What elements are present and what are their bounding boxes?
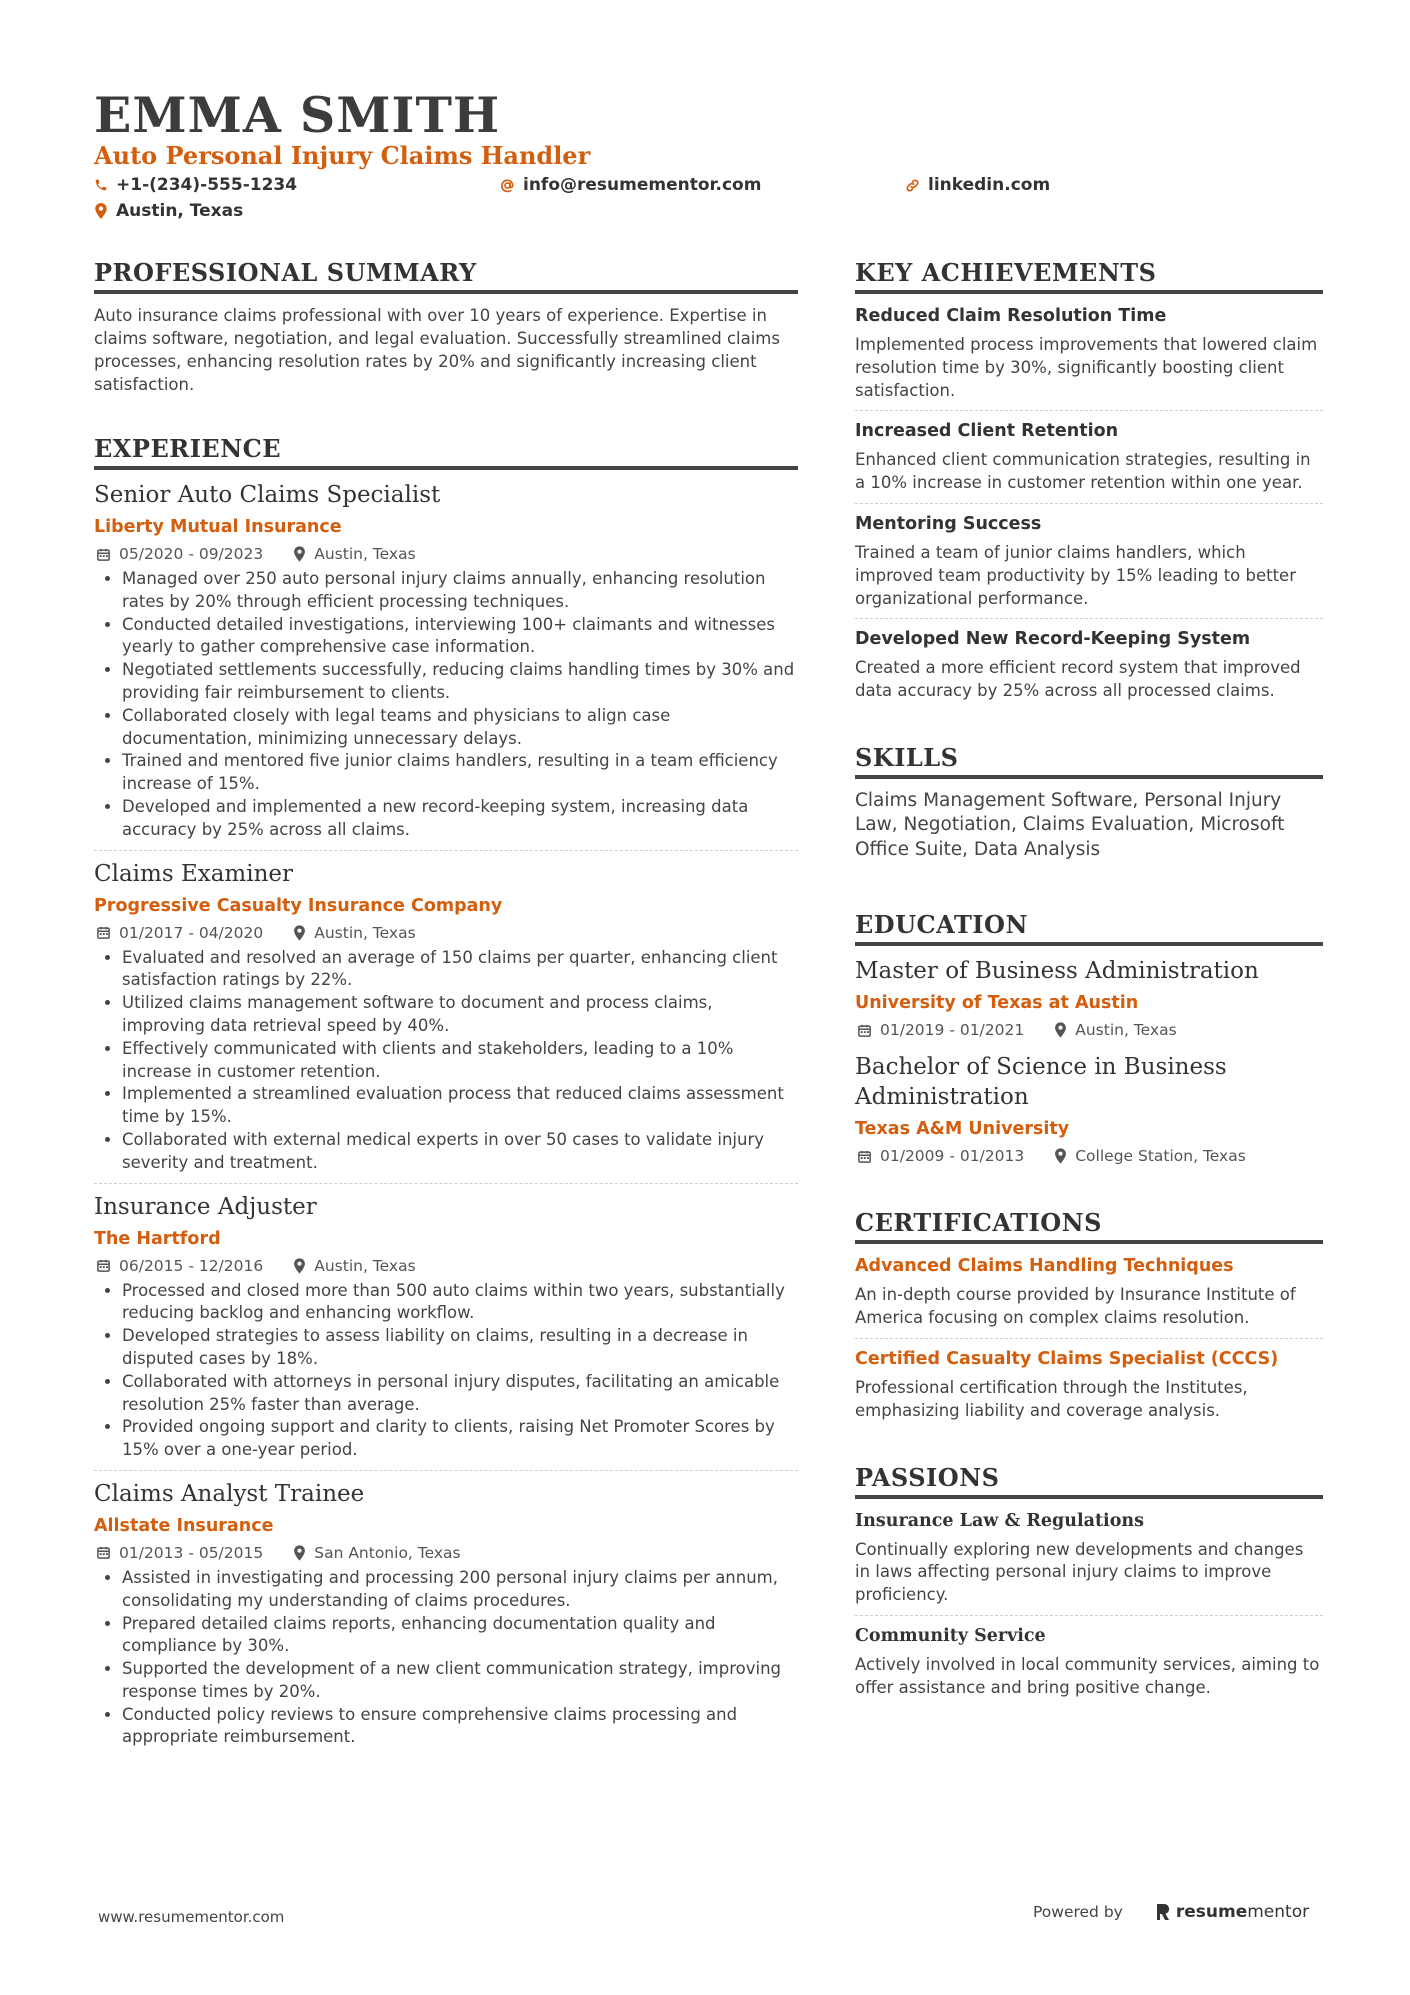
passion-item [855, 1624, 1323, 1700]
job-bullet: • Supported the development of a new client communication strategy, improving response times by 20%. [122, 1658, 798, 1704]
job-bullet: • Prepared detailed claims reports, enhancing documentation quality and compliance by 30%. [122, 1613, 798, 1659]
date-range: 01/2017 - 04/2020 [119, 923, 264, 942]
experience-heading: EXPERIENCE [94, 434, 798, 470]
passion-desc: Actively involved in local community services, aiming to offer assistance and bring positive change. [855, 1655, 1320, 1697]
powered-by-text: Powered by [1033, 1903, 1123, 1921]
job-bullet: • Developed strategies to assess liability on claims, resulting in a decrease in disputed cases by 18%. [122, 1325, 798, 1371]
location-text: Austin, Texas [116, 201, 244, 221]
meta-location: Austin, Texas [314, 1256, 416, 1275]
achievement-title: Increased Client Retention [855, 421, 1119, 442]
job-bullets [94, 947, 798, 1175]
company-name: Liberty Mutual Insurance [94, 517, 342, 537]
passion-desc: Continually exploring new developments and changes in laws affecting personal injury claims to improve proficiency. [855, 1539, 1304, 1605]
date-range: 01/2009 - 01/2013 [880, 1147, 1025, 1166]
job-entry [94, 1192, 798, 1462]
job-bullet: • Negotiated settlements successfully, reducing claims handling times by 30% and providing fair reimbursement to clients. [122, 659, 798, 705]
achievement-item [855, 419, 1323, 495]
degree: Bachelor of Science in Business Administration [855, 1054, 1227, 1111]
job-bullet: • Assisted in investigating and processing 200 personal injury claims per annum, consolidating my understanding of claims procedures. [122, 1567, 798, 1613]
degree: Master of Business Administration [855, 958, 1259, 985]
job-bullet: • Collaborated with external medical experts in over 50 cases to validate injury severity and treatment. [122, 1129, 798, 1175]
certifications-heading: CERTIFICATIONS [855, 1208, 1323, 1244]
calendar-icon [96, 1258, 111, 1273]
meta-location: Austin, Texas [314, 545, 416, 563]
location-pin-icon [293, 925, 306, 941]
location-pin-icon [1054, 1022, 1067, 1038]
meta-location: Austin, Texas [1075, 1021, 1177, 1040]
calendar-icon [96, 1545, 111, 1560]
passions-list [855, 1509, 1323, 1700]
brand-light: mentor [1247, 1902, 1310, 1922]
calendar-icon [857, 1149, 872, 1164]
achievement-desc: Trained a team of junior claims handlers, which improved team productivity by 15% leading to better organizational performance. [855, 542, 1296, 608]
job-title: Insurance Adjuster [94, 1193, 317, 1220]
divider [855, 1615, 1323, 1616]
achievement-item [855, 304, 1323, 402]
education-item [855, 956, 1323, 1042]
company-name: The Hartford [94, 1228, 221, 1249]
job-bullet: • Processed and closed more than 500 auto claims within two years, substantially reducing backlog and enhancing workflow. [122, 1280, 798, 1326]
job-title: Claims Examiner [94, 860, 294, 887]
phone-text: +1-(234)-555-1234 [116, 175, 298, 195]
meta-row [96, 1541, 798, 1565]
divider [855, 1338, 1323, 1339]
location-pin-icon [1054, 1148, 1067, 1164]
meta-row [96, 1254, 798, 1278]
job-bullets [94, 1567, 798, 1749]
job-entry [94, 859, 798, 1175]
divider [855, 410, 1323, 411]
achievement-desc: Implemented process improvements that lowered claim resolution time by 30%, significantly boosting client satisfaction. [855, 335, 1318, 400]
job-bullet: • Collaborated with attorneys in personal injury disputes, facilitating an amicable resolution 25% faster than average. [122, 1371, 798, 1417]
skills-text: Claims Management Software, Personal Injury Law, Negotiation, Claims Evaluation, Microsoft Office Suite, Data Analysis [855, 789, 1285, 860]
location-pin-icon [94, 203, 108, 219]
job-bullet: • Evaluated and resolved an average of 150 claims per quarter, enhancing client satisfaction ratings by 22%. [122, 947, 798, 993]
right-column [855, 258, 1323, 1740]
job-entry [94, 480, 798, 842]
job-bullet: • Provided ongoing support and clarity to clients, raising Net Promoter Scores by 15% over a one-year period. [122, 1416, 798, 1462]
summary-text: Auto insurance claims professional with over 10 years of experience. Expertise in claims software, negotiation, and legal evaluation. Successfully streamlined claims processes, enhancing resolution rates by 20% and significantly increasing client satisfaction. [94, 306, 780, 394]
location-pin-icon [293, 546, 306, 562]
job-bullet: • Implemented a streamlined evaluation process that reduced claims assessment time by 15%. [122, 1083, 798, 1129]
certification-item [855, 1254, 1323, 1330]
date-range: 01/2019 - 01/2021 [880, 1021, 1025, 1040]
job-bullet: • Effectively communicated with clients and stakeholders, leading to a 10% increase in customer retention. [122, 1038, 798, 1084]
certifications-list [855, 1254, 1323, 1422]
meta-location: College Station, Texas [1075, 1147, 1246, 1166]
school-name: University of Texas at Austin [855, 993, 1139, 1014]
skills-section [855, 743, 1323, 863]
achievements-list [855, 304, 1323, 703]
divider [94, 850, 798, 851]
passion-title: Insurance Law & Regulations [855, 1510, 1144, 1531]
contact-email[interactable] [500, 174, 761, 196]
job-bullets [94, 1280, 798, 1462]
divider [855, 618, 1323, 619]
passions-heading: PASSIONS [855, 1463, 1323, 1499]
certification-desc: Professional certification through the Institutes, emphasizing liability and coverage analysis. [855, 1378, 1248, 1420]
meta-row [857, 1144, 1323, 1168]
job-bullet: • Conducted policy reviews to ensure comprehensive claims processing and appropriate reimbursement. [122, 1704, 798, 1750]
meta-row [96, 921, 798, 945]
meta-row [857, 1018, 1323, 1042]
achievement-desc: Enhanced client communication strategies, resulting in a 10% increase in customer retention within one year. [855, 450, 1311, 493]
job-title: Senior Auto Claims Specialist [94, 482, 441, 508]
date-range: 05/2020 - 09/2023 [119, 545, 264, 563]
contact-phone[interactable] [94, 174, 297, 196]
achievement-title: Mentoring Success [855, 513, 1042, 534]
email-icon [500, 178, 515, 193]
company-name: Allstate Insurance [94, 1515, 274, 1536]
brand-bold: resume [1175, 1902, 1248, 1922]
brand-logo[interactable] [1155, 1902, 1309, 1922]
location-pin-icon [293, 1545, 306, 1561]
contact-linkedin[interactable] [905, 174, 1050, 196]
summary-section [94, 258, 798, 396]
experience-section [94, 434, 798, 1749]
footer-powered [1033, 1902, 1309, 1922]
achievement-item [855, 627, 1323, 703]
education-list [855, 956, 1323, 1168]
achievement-title: Developed New Record-Keeping System [855, 629, 1251, 650]
meta-location: San Antonio, Texas [314, 1543, 461, 1562]
calendar-icon [96, 547, 111, 562]
achievements-section [855, 258, 1323, 703]
date-range: 01/2013 - 05/2015 [119, 1543, 264, 1562]
passion-item [855, 1509, 1323, 1607]
email-text: info@resumementor.com [523, 175, 762, 195]
achievements-heading: KEY ACHIEVEMENTS [855, 258, 1323, 294]
passion-title: Community Service [855, 1626, 1046, 1647]
skills-heading: SKILLS [855, 743, 1323, 779]
job-bullet: • Trained and mentored five junior claims handlers, resulting in a team efficiency increase of 15%. [122, 750, 798, 796]
certification-item [855, 1347, 1323, 1423]
job-bullet: • Utilized claims management software to document and process claims, improving data retrieval speed by 40%. [122, 992, 798, 1038]
school-name: Texas A&M University [855, 1119, 1070, 1140]
linkedin-text: linkedin.com [928, 175, 1051, 195]
footer-website[interactable]: www.resumementor.com [98, 1908, 285, 1926]
achievement-item [855, 512, 1323, 610]
certification-desc: An in-depth course provided by Insurance Institute of America focusing on complex claims resolution. [855, 1285, 1296, 1328]
achievement-desc: Created a more efficient record system that improved data accuracy by 25% across all processed claims. [855, 658, 1301, 701]
jobs-list [94, 480, 798, 1749]
job-bullet: • Conducted detailed investigations, interviewing 100+ claimants and witnesses yearly to gather comprehensive case information. [122, 614, 798, 660]
meta-row [96, 542, 798, 566]
job-entry [94, 1479, 798, 1749]
achievement-title: Reduced Claim Resolution Time [855, 306, 1167, 326]
candidate-role: Auto Personal Injury Claims Handler [94, 141, 591, 170]
education-heading: EDUCATION [855, 910, 1323, 946]
education-section [855, 910, 1323, 1168]
link-icon [905, 178, 920, 193]
contact-location [94, 200, 243, 222]
date-range: 06/2015 - 12/2016 [119, 1256, 264, 1275]
job-bullets [94, 568, 798, 842]
divider [94, 1183, 798, 1184]
job-bullet: • Managed over 250 auto personal injury claims annually, enhancing resolution rates by 20% through efficient processing techniques. [122, 568, 798, 614]
divider [94, 1470, 798, 1471]
company-name: Progressive Casualty Insurance Company [94, 895, 503, 916]
education-item [855, 1052, 1323, 1168]
left-column [94, 258, 798, 1789]
meta-location: Austin, Texas [314, 923, 416, 942]
job-title: Claims Analyst Trainee [94, 1480, 365, 1507]
summary-heading: PROFESSIONAL SUMMARY [94, 258, 798, 294]
calendar-icon [96, 925, 111, 940]
divider [855, 503, 1323, 504]
calendar-icon [857, 1023, 872, 1038]
certifications-section [855, 1208, 1323, 1422]
phone-icon [94, 178, 108, 192]
location-pin-icon [293, 1258, 306, 1274]
certification-title: Advanced Claims Handling Techniques [855, 1256, 1234, 1277]
passions-section [855, 1463, 1323, 1700]
job-bullet: • Collaborated closely with legal teams and physicians to align case documentation, minimizing unnecessary delays. [122, 705, 798, 751]
candidate-name: EMMA SMITH [94, 86, 501, 144]
job-bullet: • Developed and implemented a new record-keeping system, increasing data accuracy by 25% across all claims. [122, 796, 798, 842]
certification-title: Certified Casualty Claims Specialist (CCCS) [855, 1349, 1279, 1370]
resumementor-logo-icon [1155, 1902, 1171, 1922]
